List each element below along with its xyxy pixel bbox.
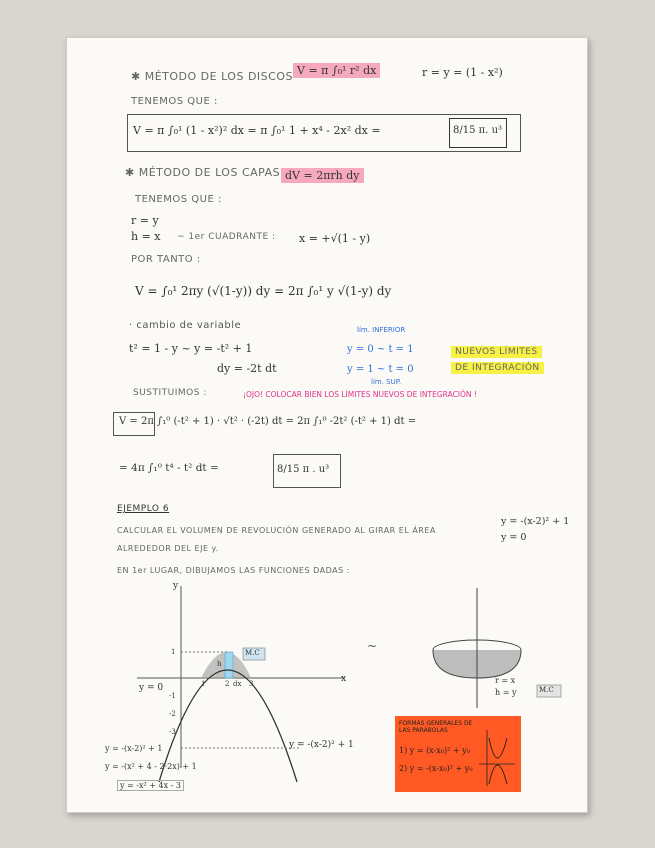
tilde-arrow: ~: [367, 639, 378, 653]
sustituimos: SUSTITUIMOS :: [133, 388, 207, 398]
solid-r: r = x: [495, 676, 516, 685]
cambio-title: · cambio de variable: [129, 320, 242, 331]
lim-superior: y = 1 ~ t = 0: [347, 364, 414, 375]
x-tick-1: 1: [201, 680, 206, 688]
tick-n2: -2: [169, 710, 176, 718]
note-mini-graph: [477, 728, 517, 788]
example-title: EJEMPLO 6: [117, 504, 170, 514]
capas-formula: dV = 2πrh dy: [281, 168, 364, 183]
example-line1: CALCULAR EL VOLUMEN DE REVOLUCIÓN GENERADO AL GIRAR EL ÁREA: [117, 526, 436, 535]
curve-label: y = -(x-2)² + 1: [289, 740, 354, 750]
left-eq1: y = -(x-2)² + 1: [105, 744, 163, 753]
dx-label: dx: [233, 680, 242, 688]
tick-n1: -1: [169, 692, 176, 700]
example-line2: ALREDEDOR DEL EJE y.: [117, 544, 219, 553]
tenemos-que-2: TENEMOS QUE :: [135, 194, 222, 205]
example-sys2: y = 0: [501, 532, 527, 543]
cambio-sub2: dy = -2t dt: [217, 362, 277, 375]
nuevos-limites-2: DE INTEGRACIÓN: [451, 362, 544, 374]
capas-r: r = y: [131, 214, 159, 227]
sust-eq1: V = 2π ∫₁⁰ (-t² + 1) · √t² · (-2t) dt = 2π ∫₁⁰ -2t² (-t² + 1) dt =: [119, 416, 417, 427]
graph-x-label: x: [341, 674, 347, 684]
capas-cuadrante: ~ 1er CUADRANTE :: [177, 232, 276, 242]
solid-h: h = y: [495, 688, 517, 697]
capas-h: h = x: [131, 230, 161, 243]
graph-mc: M.C: [245, 649, 260, 657]
x-tick-2: 2: [225, 680, 230, 688]
left-eq3: y = -x² + 4x - 3: [117, 780, 184, 791]
capas-title: ✱ MÉTODO DE LOS CAPAS: [125, 166, 281, 179]
example-intro: EN 1er LUGAR, DIBUJAMOS LAS FUNCIONES DADAS :: [117, 566, 350, 575]
note-f2: 2) y = -(x-x₀)² + y₀: [399, 764, 473, 773]
capas-x-expr: x = +√(1 - y): [299, 232, 371, 245]
warning-note: ¡OJO! COLOCAR BIEN LOS LÍMITES NUEVOS DE INTEGRACIÓN !: [243, 390, 477, 399]
nuevos-limites-1: NUEVOS LÍMITES: [451, 346, 542, 358]
x-tick-3: 3: [249, 680, 254, 688]
lim-sup-label: lím. SUP.: [371, 378, 402, 386]
capas-volume: V = ∫₀¹ 2πy (√(1-y)) dy = 2π ∫₀¹ y √(1-y) dy: [135, 284, 392, 298]
discos-result: 8/15 π. u³: [453, 125, 503, 136]
lim-inferior-label: lím. INFERIOR: [357, 326, 406, 334]
discos-integral: V = π ∫₀¹ (1 - x²)² dx = π ∫₀¹ 1 + x⁴ - 2x² dx =: [133, 124, 381, 137]
example-sys1: y = -(x-2)² + 1: [501, 516, 570, 527]
lim-inferior: y = 0 ~ t = 1: [347, 344, 414, 355]
shell-strip: [225, 652, 233, 678]
discos-title: ✱ MÉTODO DE LOS DISCOS: [131, 70, 293, 83]
tenemos-que-1: TENEMOS QUE :: [131, 96, 218, 107]
note-f1: 1) y = (x-x₀)² + y₀: [399, 746, 470, 755]
cambio-sub1: t² = 1 - y ~ y = -t² + 1: [129, 342, 253, 355]
tick-n3: -3: [169, 728, 176, 736]
left-eq2: y = -(x² + 4 - 2·2x) + 1: [105, 762, 197, 771]
solid-mc: M.C: [539, 686, 554, 694]
graph-y0: y = 0: [139, 683, 164, 693]
discos-radius: r = y = (1 - x²): [422, 66, 503, 79]
por-tanto: POR TANTO :: [131, 254, 201, 265]
note-title: FORMAS GENERALES DE LAS PARÁBOLAS: [399, 720, 473, 734]
discos-formula: V = π ∫₀¹ r² dx: [293, 63, 380, 78]
tick-1: 1: [171, 648, 176, 656]
sust-eq2: = 4π ∫₁⁰ t⁴ - t² dt =: [119, 462, 219, 474]
sust-result: 8/15 π . u³: [277, 464, 330, 475]
graph-y-label: y: [173, 581, 179, 591]
h-label: h: [217, 660, 222, 668]
notebook-page: [66, 37, 588, 813]
